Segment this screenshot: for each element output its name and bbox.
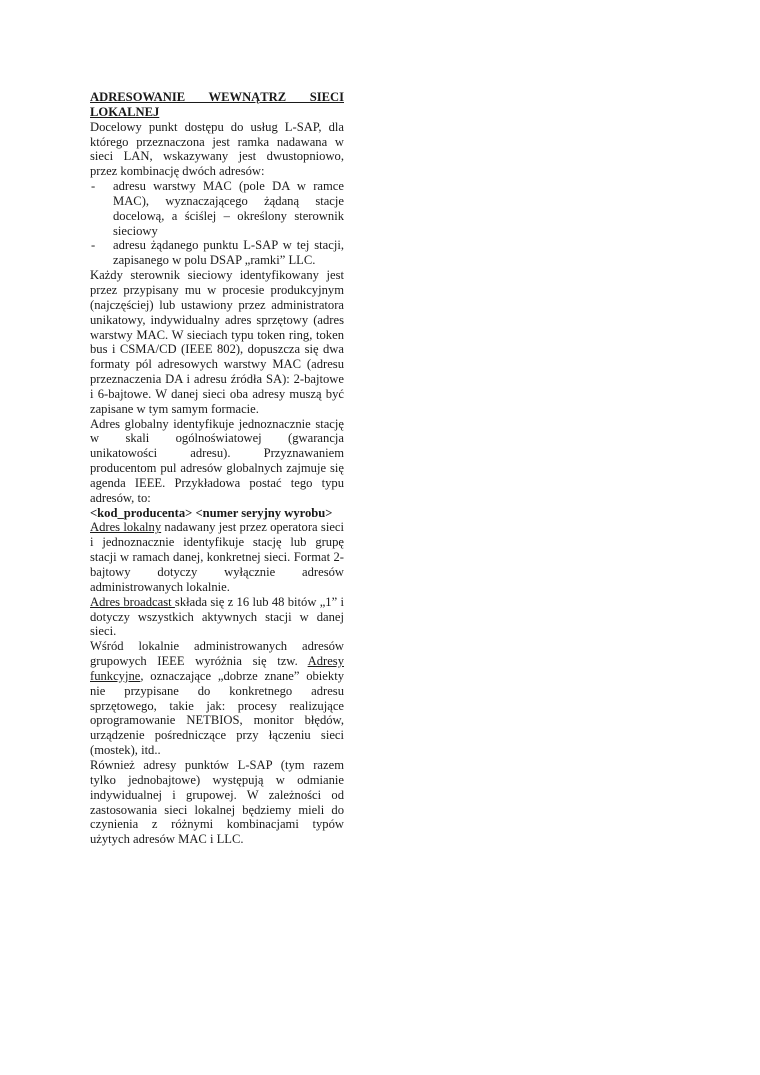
global-address-paragraph: Adres globalny identyfikuje jednoznacznie stację w skali ogólnoświatowej (gwarancja unikatowości adresu). Przyznawaniem producentom pul adresów globalnych zajmuje się agenda IEEE. Przykładowa postać tego typu adresów, to:: [90, 416, 344, 505]
functional-address-term: Adresy funkcyjne: [90, 654, 344, 683]
broadcast-address-paragraph: [90, 595, 344, 640]
list-item: - adresu żądanego punktu L-SAP w tej stacji, zapisanego w polu DSAP „ramki” LLC.: [90, 238, 344, 268]
list-item: - adresu warstwy MAC (pole DA w ramce MAC), wyznaczającego żądaną stacje docelową, a ściślej – określony sterownik sieciowy: [90, 179, 344, 238]
broadcast-address-term: Adres broadcast: [90, 594, 175, 609]
text-column: [90, 90, 344, 847]
unique-address-paragraph: Każdy sterownik sieciowy identyfikowany jest przez przypisany mu w procesie produkcyjnym (najczęściej) lub ustawiony przez administratora unikatowy, indywidualny adres sprzętowy (adres warstwy MAC. W sieciach typu token ring, token bus i CSMA/CD (IEEE 802), dopuszcza się dwa formaty pól adresowych warstwy MAC (adresu przeznaczenia DA i adresu źródła SA): 2-bajtowe i 6-bajtowe. W danej sieci oba adresy muszą być zapisane w tym samym formacie.: [90, 268, 344, 416]
address-list: [90, 179, 344, 268]
broadcast-address-text: składa się z 16 lub 48 bitów „1” i dotyczy wszystkich aktywnych stacji w danej sieci.: [90, 594, 344, 639]
local-address-text: nadawany jest przez operatora sieci i jednoznacznie identyfikuje stację lub grupę stacji w ramach danej, konkretnej sieci. Format 2-bajtowy dotyczy wyłącznie adresów administrowanych lokalnie.: [90, 520, 344, 594]
functional-address-paragraph: [90, 639, 344, 758]
address-format-line: <kod_producenta> <numer seryjny wyrobu>: [90, 505, 333, 520]
local-address-paragraph: [90, 520, 344, 594]
section-heading: ADRESOWANIE WEWNĄTRZ SIECI LOKALNEJ: [90, 90, 344, 119]
intro-paragraph: Docelowy punkt dostępu do usług L-SAP, dla którego przeznaczona jest ramka nadawana w sieci LAN, wskazywany jest dwustopniowo, przez kombinację dwóch adresów:: [90, 119, 344, 179]
lsap-address-paragraph: Również adresy punktów L-SAP (tym razem tylko jednobajtowe) występują w odmianie indywidualnej i grupowej. W zależności od zastosowania sieci lokalnej będziemy mieli do czynienia z różnymi kombinacjami typów użytych adresów MAC i LLC.: [90, 757, 344, 847]
functional-address-intro: Wśród lokalnie administrowanych adresów grupowych IEEE wyróżnia się tzw.: [90, 639, 344, 669]
local-address-term: Adres lokalny: [90, 520, 162, 535]
functional-address-text: , oznaczające „dobrze znane” obiekty nie przypisane do konkretnego adresu sprzętowego, takie jak: procesy realizujące oprogramowanie NETBIOS, monitor błędów, urządzenie pośredniczące przy łączeniu sieci (mostek), itd..: [90, 668, 344, 758]
